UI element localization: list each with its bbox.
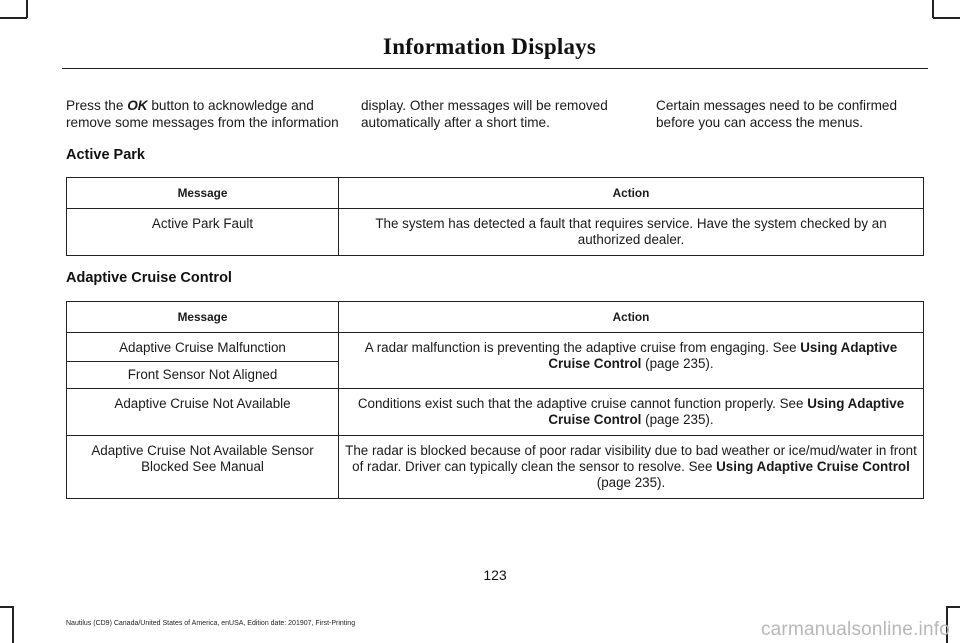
crop-mark — [933, 17, 960, 19]
crop-mark — [948, 606, 960, 608]
watermark: carmanualsonline.info — [760, 619, 950, 640]
action-cell: The system has detected a fault that requires service. Have the system checked by an authorized dealer. — [339, 209, 924, 256]
cross-reference-link[interactable]: Using Adaptive Cruise Control — [716, 459, 910, 474]
crop-mark — [26, 0, 28, 18]
table-row — [67, 389, 924, 436]
message-cell: Adaptive Cruise Not Available Sensor Blocked See Manual — [67, 436, 339, 499]
intro-text: button to acknowledge and remove some messages from the information — [66, 98, 339, 130]
ok-button-label: OK — [127, 98, 148, 113]
page-title: Information Displays — [383, 34, 596, 59]
table-row — [67, 333, 924, 362]
intro-column-1 — [66, 97, 346, 131]
action-cell — [339, 389, 924, 436]
intro-text: Press the — [66, 98, 128, 113]
column-header-message: Message — [67, 178, 339, 209]
column-header-action: Action — [339, 178, 924, 209]
message-cell: Adaptive Cruise Malfunction — [67, 333, 339, 362]
adaptive-cruise-table — [66, 301, 924, 499]
table-row — [67, 436, 924, 499]
action-cell — [339, 436, 924, 499]
page-reference: (page 235). — [596, 475, 666, 490]
message-cell: Front Sensor Not Aligned — [67, 362, 339, 389]
table-row — [67, 209, 924, 256]
header-rule — [62, 68, 928, 69]
page-reference: (page 235). — [641, 356, 714, 371]
action-text: Conditions exist such that the adaptive cruise cannot function properly. See — [357, 396, 808, 411]
action-text: The radar is blocked because of poor radar visibility due to bad weather or ice/mud/water in front of radar. Driver can typically clean the sensor to resolve. See — [345, 443, 917, 474]
crop-mark — [12, 606, 14, 643]
section-heading-active-park: Active Park — [66, 147, 145, 163]
message-cell: Adaptive Cruise Not Available — [67, 389, 339, 436]
section-heading-adaptive-cruise: Adaptive Cruise Control — [66, 270, 232, 286]
crop-mark — [932, 0, 934, 18]
crop-mark — [0, 606, 12, 608]
action-cell — [339, 333, 924, 389]
active-park-table — [66, 177, 924, 256]
table-header-row — [67, 302, 924, 333]
page-number: 123 — [483, 567, 507, 583]
table-header-row — [67, 178, 924, 209]
column-header-action: Action — [339, 302, 924, 333]
intro-column-2: display. Other messages will be removed automatically after a short time. — [361, 98, 608, 130]
column-header-message: Message — [67, 302, 339, 333]
edition-footer: Nautilus (CD9) Canada/United States of America, enUSA, Edition date: 201907, First-Printing — [66, 620, 356, 627]
intro-column-3: Certain messages need to be confirmed before you can access the menus. — [656, 98, 898, 130]
cross-reference-link[interactable]: Using Adaptive Cruise Control — [548, 340, 898, 371]
crop-mark — [0, 17, 27, 19]
page-reference: (page 235). — [641, 412, 714, 427]
message-cell: Active Park Fault — [67, 209, 339, 256]
cross-reference-link[interactable]: Using Adaptive Cruise Control — [548, 396, 905, 427]
action-text: A radar malfunction is preventing the adaptive cruise from engaging. See — [364, 340, 801, 355]
